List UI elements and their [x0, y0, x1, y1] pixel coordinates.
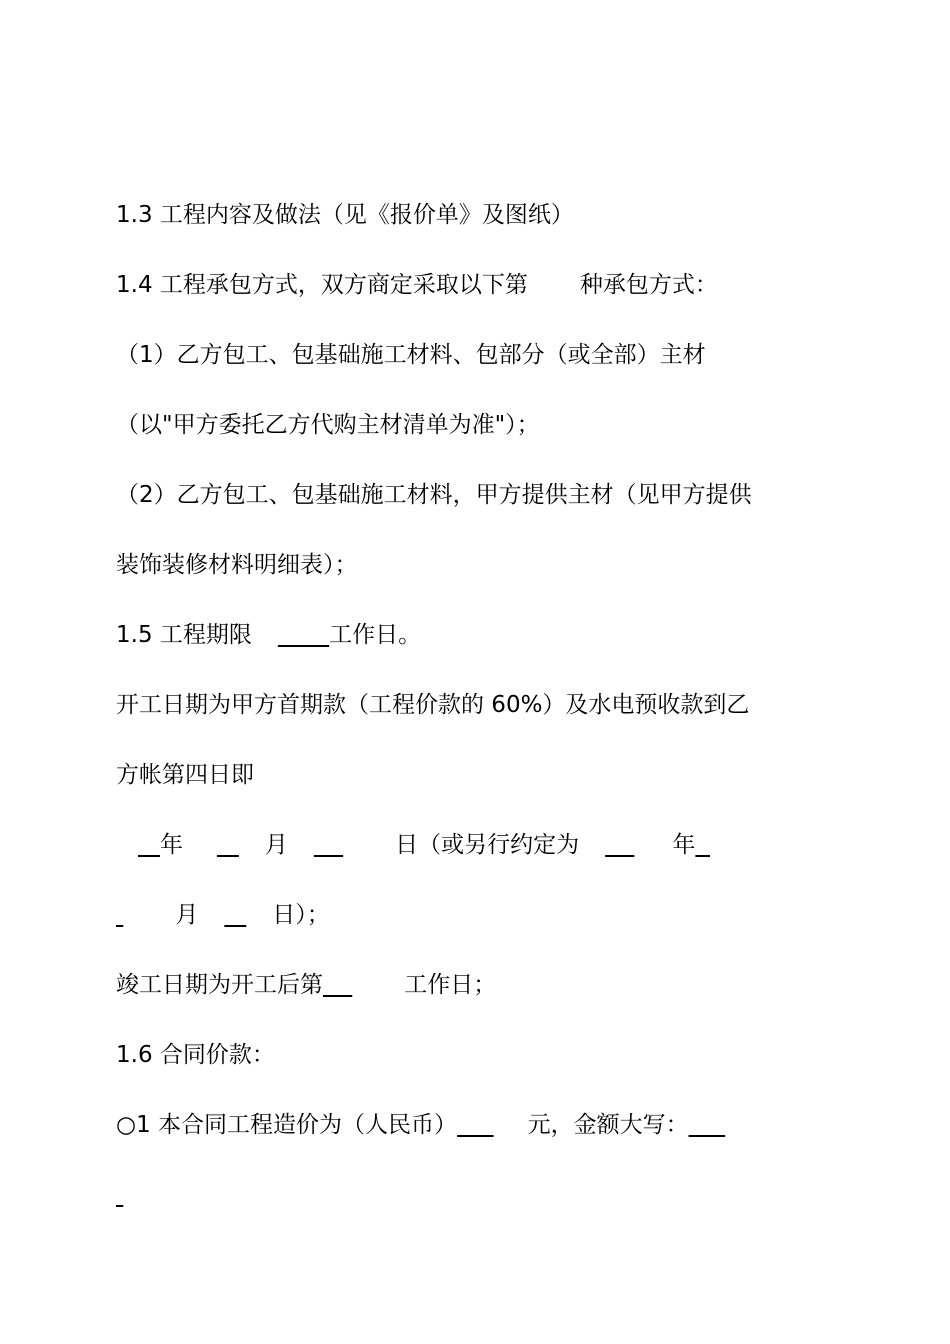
blank-alt-year[interactable]	[605, 832, 634, 858]
start-date-fields	[116, 830, 710, 860]
option-1-line-1	[116, 340, 706, 370]
clause-1-5-suffix: 工作日。	[329, 622, 422, 648]
option-2-line-2	[116, 550, 358, 580]
option-1-line-2	[116, 410, 540, 440]
contract-price	[116, 1110, 725, 1140]
start-date-line-2	[116, 760, 254, 790]
clause-1-6	[116, 1040, 275, 1070]
blank-start-month[interactable]	[217, 832, 239, 858]
contract-price-capital-label: 元，金额大写：	[527, 1112, 689, 1138]
clause-1-4-suffix: 种承包方式：	[579, 272, 718, 298]
option-1-text: （1）乙方包工、包基础施工材料、包部分（或全部）主材	[116, 342, 706, 368]
clause-1-3-text: 1.3 工程内容及做法（见《报价单》及图纸）	[116, 202, 574, 228]
completion-text: 竣工日期为开工后第	[116, 972, 323, 998]
blank-start-day[interactable]	[314, 832, 343, 858]
alt-date-fields	[116, 900, 330, 930]
clause-1-5	[116, 620, 421, 650]
blank-alt-month-part2[interactable]	[116, 902, 123, 928]
label-alt-day: 日）；	[272, 902, 330, 928]
option-2-line-1	[116, 480, 752, 510]
blank-work-days[interactable]	[278, 622, 329, 648]
price-capital-continued	[116, 1180, 123, 1210]
completion-date	[116, 970, 496, 1000]
label-year: 年	[159, 832, 183, 858]
contract-price-text: ○1 本合同工程造价为（人民币）	[116, 1112, 458, 1138]
label-alt-month: 月	[175, 902, 199, 928]
completion-suffix: 工作日；	[404, 972, 497, 998]
blank-price-capital-2[interactable]	[116, 1182, 123, 1208]
option-2-text: （2）乙方包工、包基础施工材料，甲方提供主材（见甲方提供	[116, 482, 752, 508]
label-day-alt: 日（或另行约定为	[395, 832, 580, 858]
clause-1-5-text: 1.5 工程期限	[116, 622, 252, 648]
option-1-text-2: （以"甲方委托乙方代购主材清单为准"）；	[116, 412, 540, 438]
label-alt-year: 年	[672, 832, 696, 858]
blank-price-capital[interactable]	[689, 1112, 726, 1138]
blank-start-year[interactable]	[138, 832, 160, 858]
clause-1-6-text: 1.6 合同价款：	[116, 1042, 275, 1068]
clause-1-4-text: 1.4 工程承包方式，双方商定采取以下第	[116, 272, 528, 298]
clause-1-3	[116, 200, 574, 230]
start-date-text: 开工日期为甲方首期款（工程价款的 60%）及水电预收款到乙	[116, 692, 750, 718]
start-date-line-1	[116, 690, 749, 720]
blank-completion-days[interactable]	[323, 972, 352, 998]
blank-alt-day[interactable]	[224, 902, 246, 928]
option-2-text-2: 装饰装修材料明细表）；	[116, 552, 358, 578]
label-month: 月	[264, 832, 288, 858]
blank-alt-month-part1[interactable]	[695, 832, 710, 858]
start-date-text-2: 方帐第四日即	[116, 762, 254, 788]
blank-price-amount[interactable]	[457, 1112, 494, 1138]
clause-1-4	[116, 270, 718, 300]
